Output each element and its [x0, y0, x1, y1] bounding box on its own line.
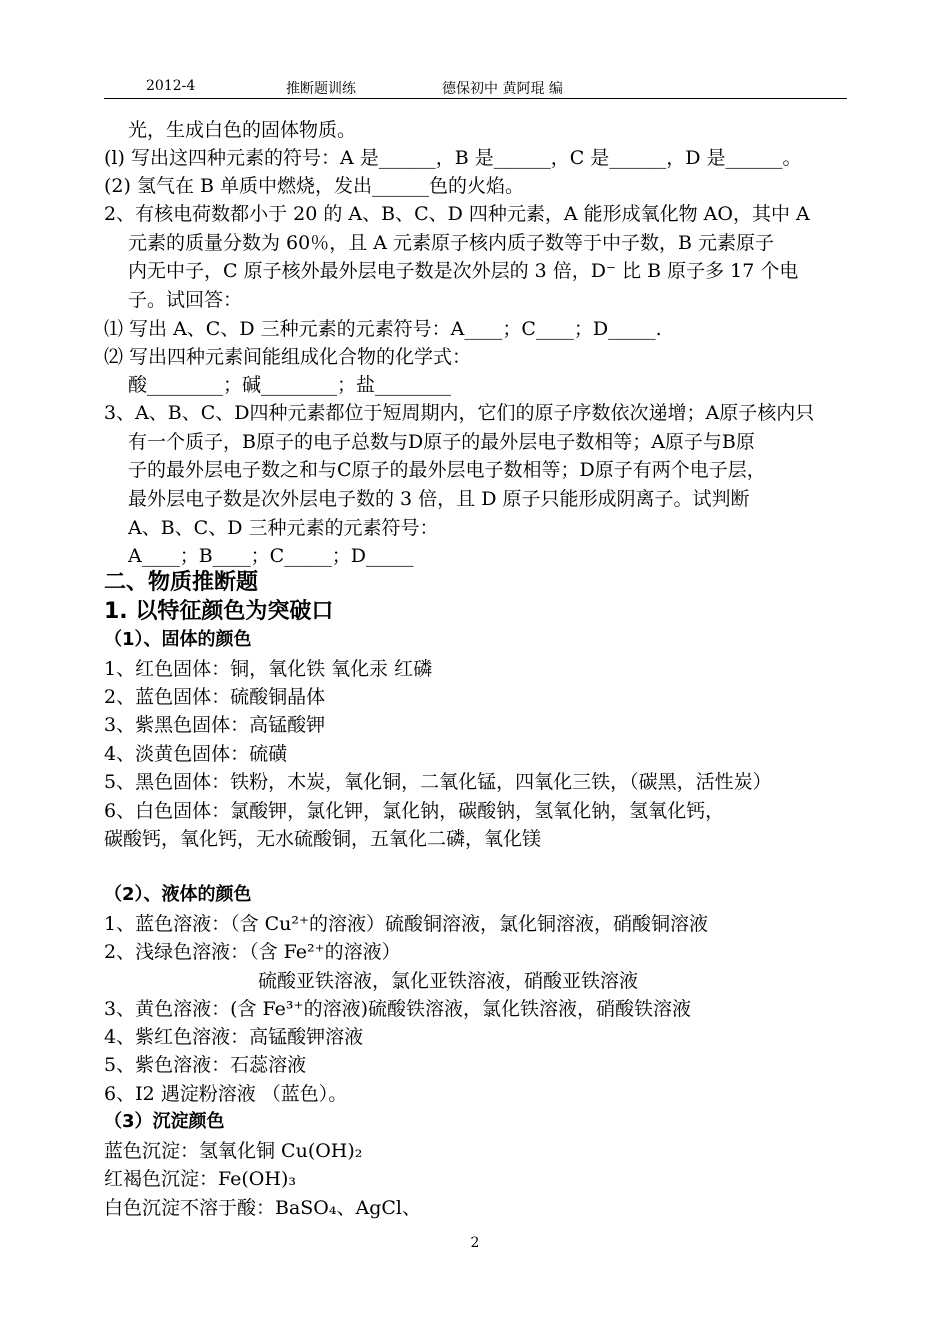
- text-line: 白色沉淀不溶于酸：BaSO₄、AgCl、: [104, 1197, 421, 1219]
- text-line: 2、浅绿色溶液：（含 Fe²⁺的溶液）: [104, 941, 401, 963]
- subsection-heading: （1）、固体的颜色: [104, 629, 252, 650]
- text-line: 2、蓝色固体：硫酸铜晶体: [104, 686, 326, 708]
- text-line: 1、红色固体：铜，氧化铁 氧化汞 红磷: [104, 658, 433, 680]
- text-line: 有一个质子，B原子的电子总数与D原子的最外层电子数相等；A原子与B原: [128, 431, 755, 453]
- text-line: 碳酸钙，氧化钙，无水硫酸铜，五氧化二磷，氧化镁: [104, 828, 542, 850]
- subsection-heading: （2）、液体的颜色: [104, 884, 252, 905]
- subsection-heading: （3）沉淀颜色: [104, 1111, 225, 1132]
- text-line: 6、白色固体：氯酸钾，氯化钾，氯化钠，碳酸钠，氢氧化钠，氢氧化钙，: [104, 800, 725, 822]
- text-line: 光，生成白色的固体物质。: [128, 119, 357, 141]
- text-line: 蓝色沉淀：氢氧化铜 Cu(OH)₂: [104, 1140, 363, 1162]
- text-line: 子。试回答：: [128, 289, 243, 311]
- text-line: 最外层电子数是次外层电子数的 3 倍，且 D 原子只能形成阴离子。试判断: [128, 488, 750, 510]
- text-line: 硫酸亚铁溶液，氯化亚铁溶液，硝酸亚铁溶液: [258, 970, 639, 992]
- page-header: [104, 76, 847, 99]
- text-line: 4、淡黄色固体：硫磺: [104, 743, 288, 765]
- text-line: A____；B____；C_____；D_____: [128, 545, 414, 567]
- text-line: 内无中子，C 原子核外最外层电子数是次外层的 3 倍，D⁻ 比 B 原子多 17 个电: [128, 260, 799, 282]
- page-number: 2: [470, 1235, 480, 1251]
- text-line: 3、紫黑色固体：高锰酸钾: [104, 714, 326, 736]
- text-line: ⑴ 写出 A、C、D 三种元素的元素符号：A____；C____；D_____.: [104, 318, 662, 340]
- text-line: 2、有核电荷数都小于 20 的 A、B、C、D 四种元素，A 能形成氧化物 AO，其中 A: [104, 203, 810, 225]
- text-line: ⑵ 写出四种元素间能组成化合物的化学式：: [104, 346, 472, 368]
- text-line: 酸________；碱________；盐________: [128, 374, 452, 396]
- text-line: 1、蓝色溶液：（含 Cu²⁺的溶液）硫酸铜溶液，氯化铜溶液，硝酸铜溶液: [104, 913, 709, 935]
- text-line: 3、A、B、C、D四种元素都位于短周期内，它们的原子序数依次递增；A原子核内只: [104, 402, 815, 424]
- subsection-heading: 1. 以特征颜色为突破口: [104, 599, 334, 624]
- text-line: 5、黑色固体：铁粉，木炭，氧化铜，二氧化锰，四氧化三铁，（碳黑，活性炭）: [104, 771, 772, 793]
- text-line: 红褐色沉淀：Fe(OH)₃: [104, 1168, 296, 1190]
- text-line: (l) 写出这四种元素的符号：A 是______，B 是______，C 是______，D 是______。: [104, 147, 802, 169]
- text-line: (2) 氢气在 B 单质中燃烧，发出______色的火焰。: [104, 175, 524, 197]
- text-line: 4、紫红色溶液：高锰酸钾溶液: [104, 1026, 364, 1048]
- header-date: 2012-4: [146, 78, 196, 94]
- text-line: 6、I2 遇淀粉溶液 （蓝色）。: [104, 1083, 348, 1105]
- text-line: 子的最外层电子数之和与C原子的最外层电子数相等；D原子有两个电子层，: [128, 459, 766, 481]
- text-line: 5、紫色溶液：石蕊溶液: [104, 1054, 307, 1076]
- section-heading: 二、物质推断题: [104, 570, 259, 595]
- header-author: 德保初中 黄阿琨 编: [442, 81, 563, 97]
- text-line: A、B、C、D 三种元素的元素符号：: [128, 517, 439, 539]
- text-line: 元素的质量分数为 60％，且 A 元素原子核内质子数等于中子数，B 元素原子: [128, 232, 775, 254]
- text-line: 3、黄色溶液：(含 Fe³⁺的溶液)硫酸铁溶液，氯化铁溶液，硝酸铁溶液: [104, 998, 691, 1020]
- header-title: 推断题训练: [286, 81, 356, 97]
